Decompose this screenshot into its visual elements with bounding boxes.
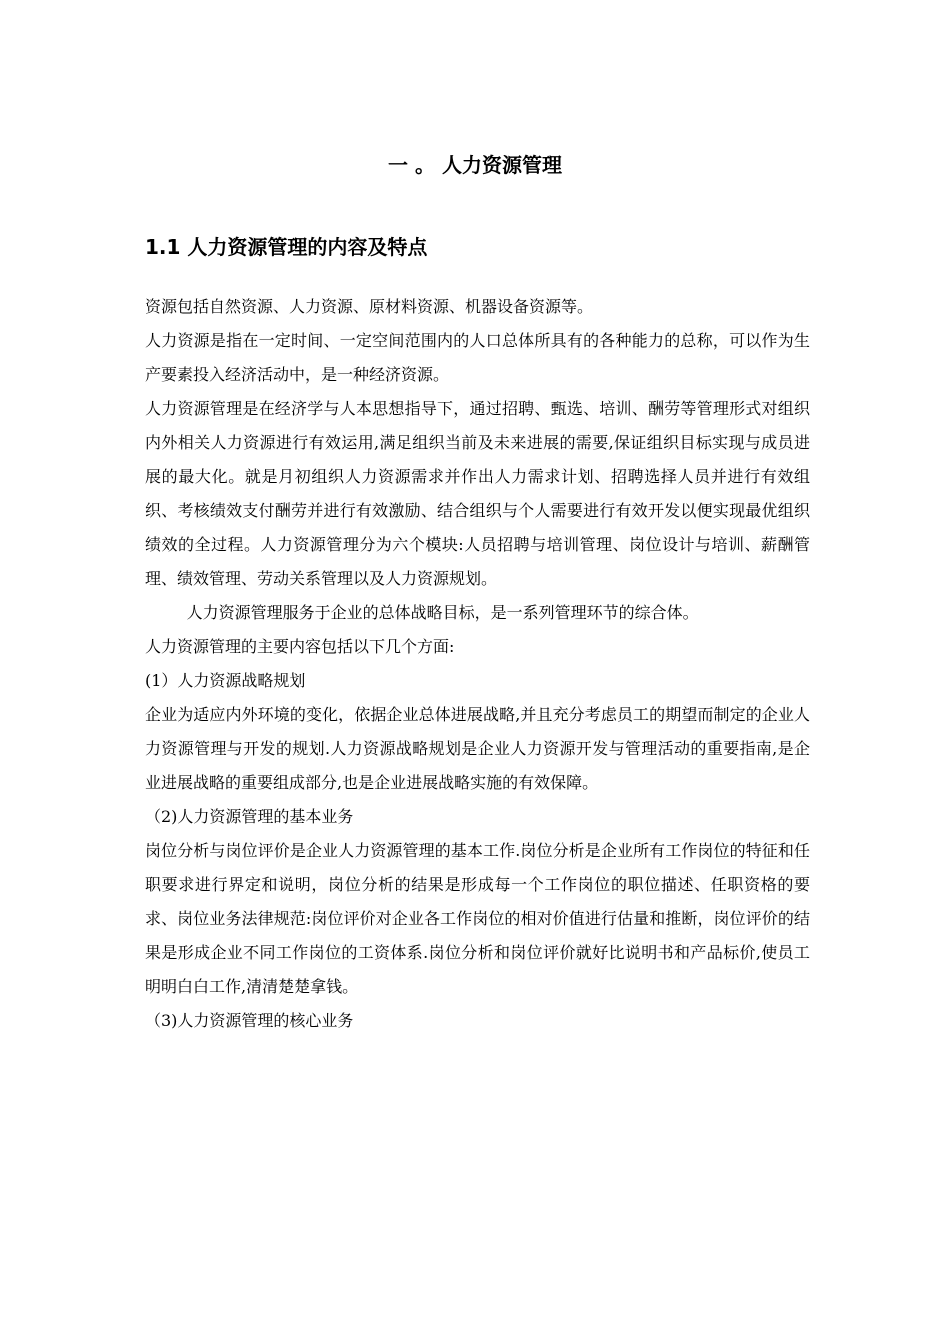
paragraph: 企业为适应内外环境的变化，依据企业总体进展战略,并且充分考虑员工的期望而制定的企业人力资源管理与开发的规划.人力资源战略规划是企业人力资源开发与管理活动的重要指南,是企业进展战略的重要组成部分,也是企业进展战略实施的有效保障。 <box>145 705 810 792</box>
section-title: 1.1 人力资源管理的内容及特点 <box>145 235 428 259</box>
paragraph: 岗位分析与岗位评价是企业人力资源管理的基本工作.岗位分析是企业所有工作岗位的特征和任职要求进行界定和说明，岗位分析的结果是形成每一个工作岗位的职位描述、任职资格的要求、岗位业务法律规范:岗位评价对企业各工作岗位的相对价值进行估量和推断，岗位评价的结果是形成企业不同工作岗位的工资体系.岗位分析和岗位评价就好比说明书和产品标价,使员工明明白白工作,清清楚楚拿钱。 <box>145 841 810 996</box>
list-heading: (1）人力资源战略规划 <box>145 671 306 690</box>
paragraph: 人力资源是指在一定时间、一定空间范围内的人口总体所具有的各种能力的总称，可以作为生产要素投入经济活动中，是一种经济资源。 <box>145 331 810 384</box>
paragraph: 人力资源管理是在经济学与人本思想指导下，通过招聘、甄选、培训、酬劳等管理形式对组织内外相关人力资源进行有效运用,满足组织当前及未来进展的需要,保证组织目标实现与成员进展的最大化。就是月初组织人力资源需求并作出人力需求计划、招聘选择人员并进行有效组织、考核绩效支付酬劳并进行有效激励、结合组织与个人需要进行有效开发以便实现最优组织绩效的全过程。人力资源管理分为六个模块:人员招聘与培训管理、岗位设计与培训、薪酬管理、绩效管理、劳动关系管理以及人力资源规划。 <box>145 399 810 588</box>
paragraph: 资源包括自然资源、人力资源、原材料资源、机器设备资源等。 <box>145 297 594 316</box>
paragraph: 人力资源管理的主要内容包括以下几个方面: <box>145 637 455 656</box>
chapter-title: 一 。 人力资源管理 <box>388 153 562 177</box>
list-heading: （3)人力资源管理的核心业务 <box>145 1011 354 1030</box>
body-text <box>145 290 810 1038</box>
paragraph: 人力资源管理服务于企业的总体战略目标，是一系列管理环节的综合体。 <box>186 603 699 622</box>
list-heading: （2)人力资源管理的基本业务 <box>145 807 354 826</box>
